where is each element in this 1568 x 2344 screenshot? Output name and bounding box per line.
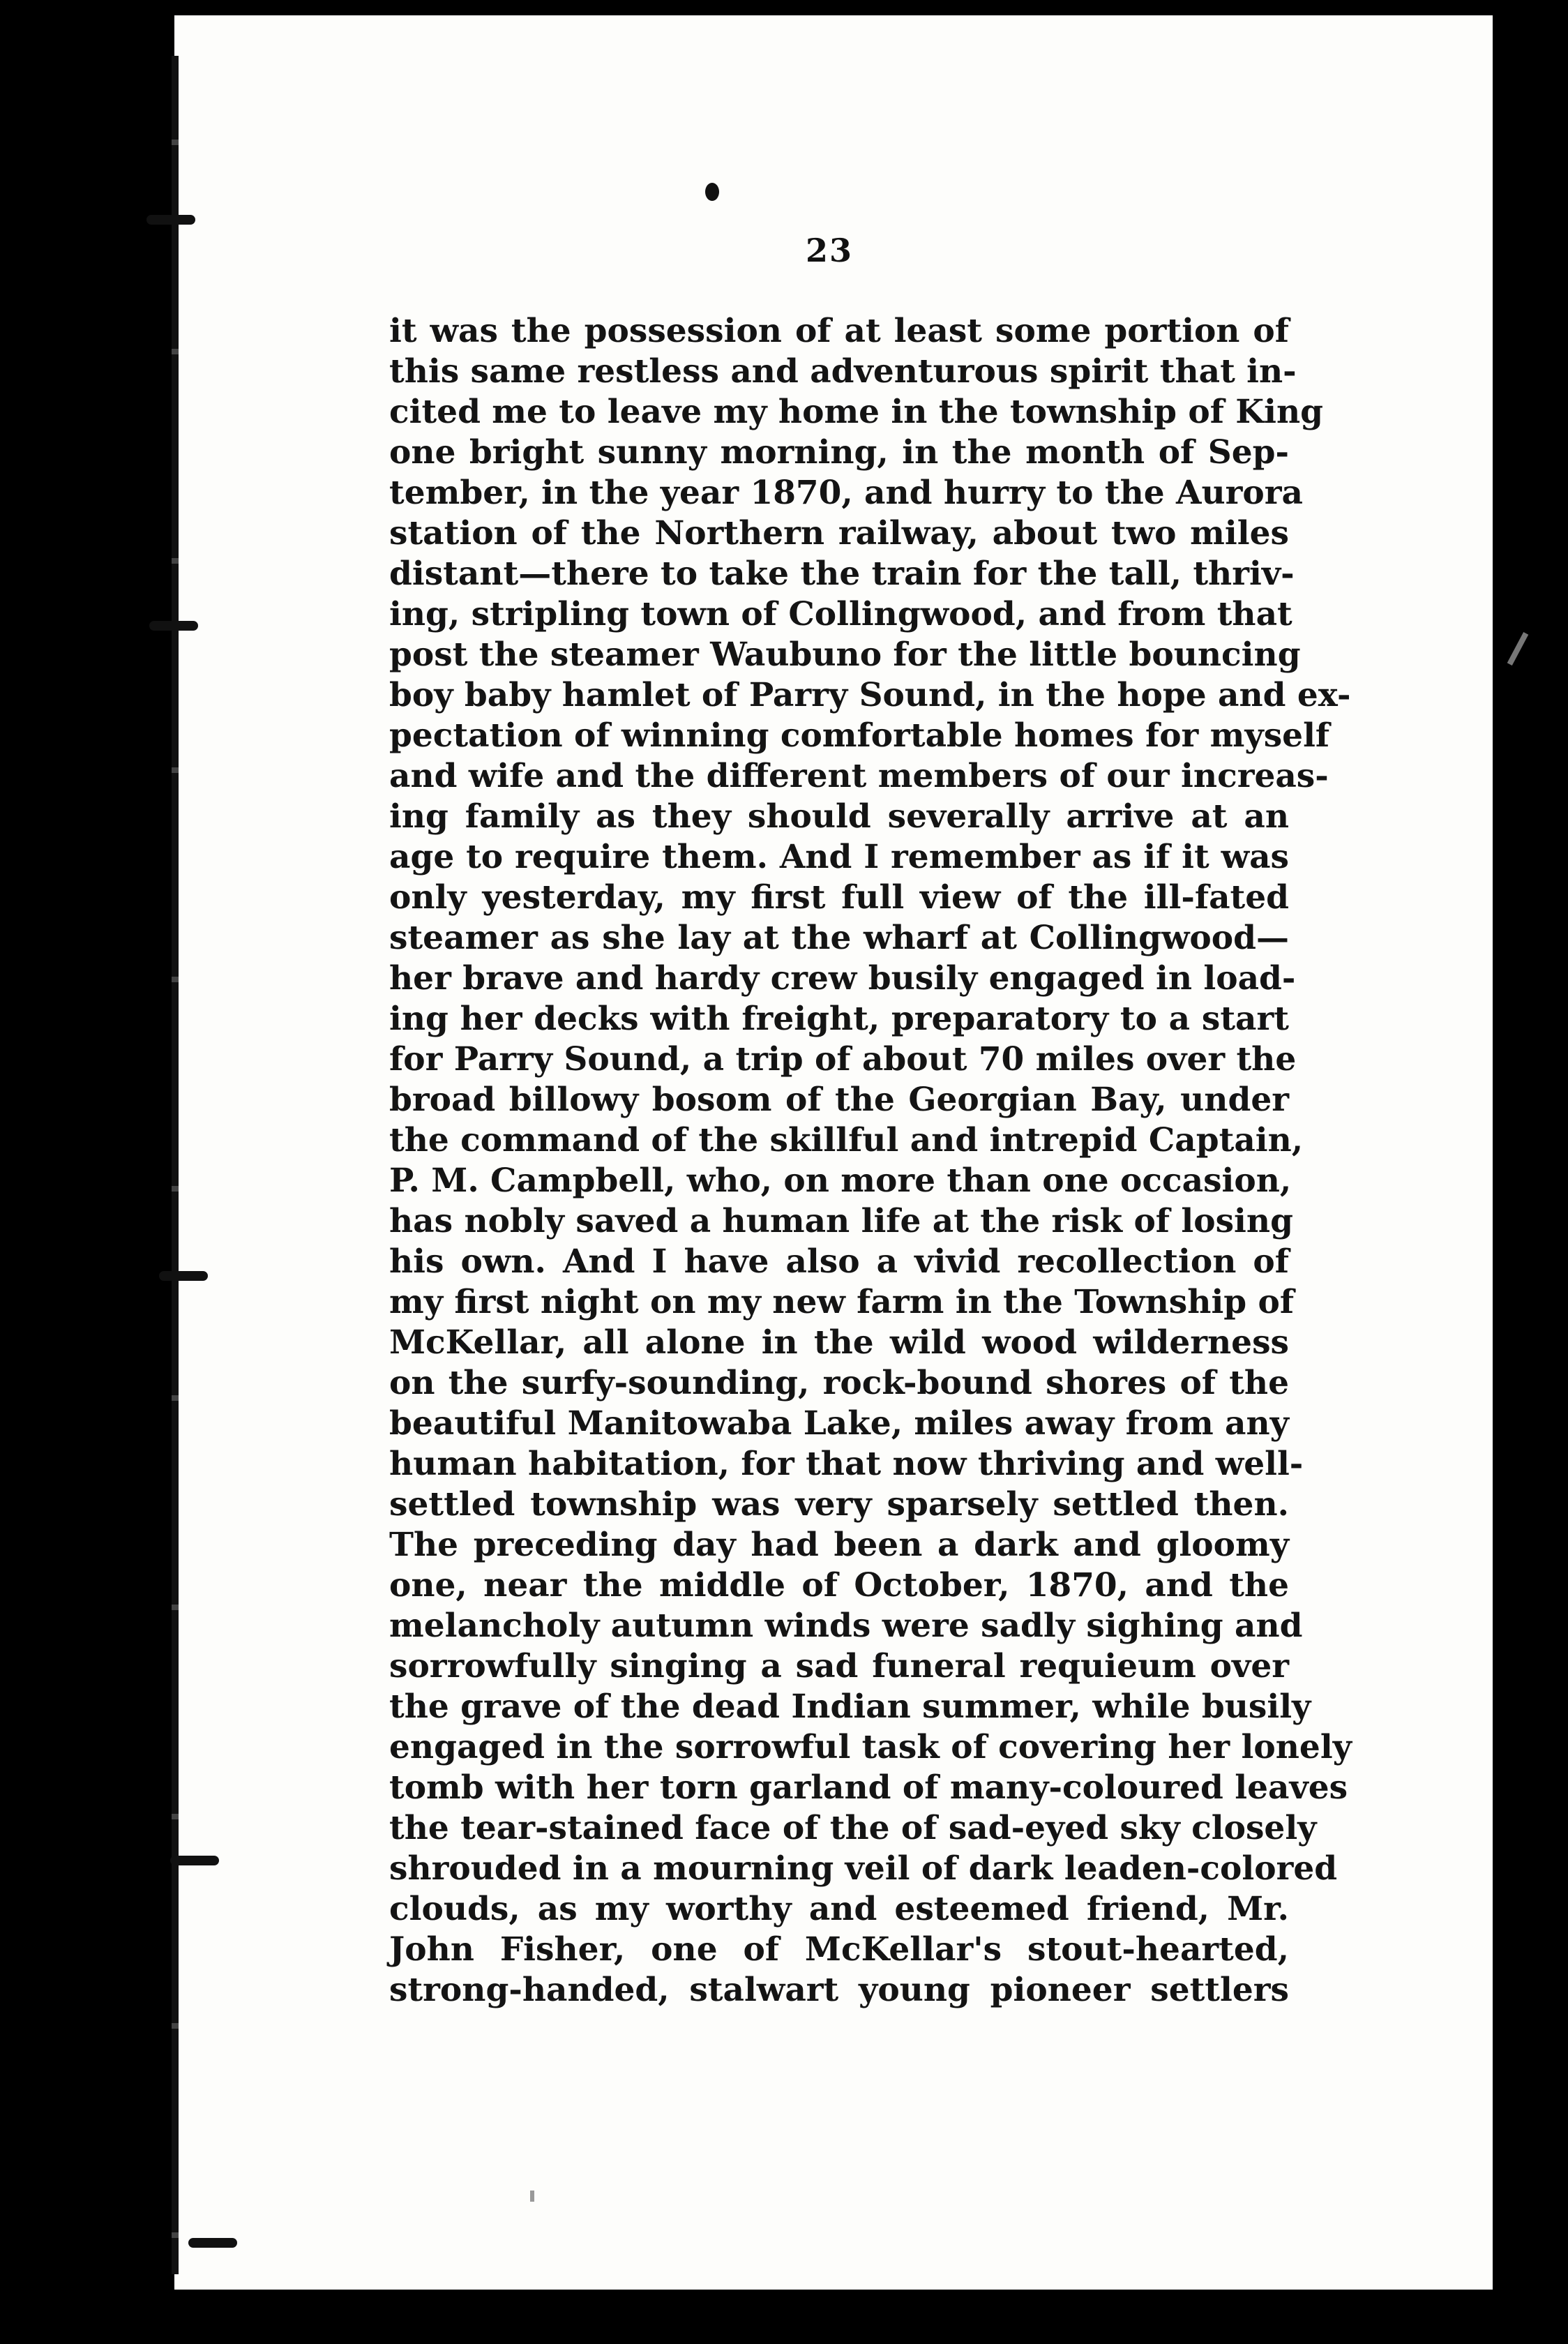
text-line: steamer as she lay at the wharf at Collingwood— [389, 919, 1289, 957]
text-line: P. M. Campbell, who, on more than one occasion, [389, 1162, 1292, 1200]
text-line: ing, stripling town of Collingwood, and from that [389, 595, 1292, 633]
text-line: settled township was very sparsely settled then. [389, 1485, 1289, 1524]
binding-stitch [188, 2238, 237, 2248]
body-text [389, 311, 1352, 2011]
text-line: boy baby hamlet of Parry Sound, in the hope and ex- [389, 676, 1351, 714]
paper-speck [530, 2191, 534, 2202]
text-line: on the surfy-sounding, rock-bound shores of the [389, 1364, 1289, 1402]
text-line: ing family as they should severally arrive at an [389, 797, 1289, 836]
printed-dot-mark [705, 183, 719, 201]
binding-stitch [159, 1271, 208, 1281]
text-line: human habitation, for that now thriving and well- [389, 1445, 1304, 1483]
text-line: John Fisher, one of McKellar's stout-hearted, [389, 1930, 1289, 1969]
text-line: the grave of the dead Indian summer, while busily [389, 1688, 1311, 1726]
text-line: her brave and hardy crew busily engaged in load- [389, 959, 1296, 998]
text-line: ing her decks with freight, preparatory to a start [389, 1000, 1289, 1038]
text-line: has nobly saved a human life at the risk of losing [389, 1202, 1293, 1240]
text-line: one, near the middle of October, 1870, and the [389, 1566, 1289, 1605]
text-line: beautiful Manitowaba Lake, miles away from any [389, 1404, 1289, 1443]
text-line: tember, in the year 1870, and hurry to the Aurora [389, 474, 1303, 512]
text-line: this same restless and adventurous spirit that in- [389, 352, 1297, 391]
text-line: age to require them. And I remember as if it was [389, 838, 1289, 876]
text-line: only yesterday, my first full view of the ill-fated [389, 878, 1289, 917]
text-line: The preceding day had been a dark and gloomy [389, 1526, 1289, 1564]
text-line: melancholy autumn winds were sadly sighing and [389, 1607, 1303, 1645]
text-line: tomb with her torn garland of many-coloured leaves [389, 1768, 1348, 1807]
text-line: pectation of winning comfortable homes for myself [389, 716, 1330, 755]
text-line: station of the Northern railway, about two miles [389, 514, 1289, 553]
text-line: distant—there to take the train for the tall, thriv- [389, 555, 1295, 593]
text-line: the command of the skillful and intrepid Captain, [389, 1121, 1304, 1159]
text-line: broad billowy bosom of the Georgian Bay, under [389, 1081, 1289, 1119]
text-line: cited me to leave my home in the township of King [389, 393, 1324, 431]
text-line: McKellar, all alone in the wild wood wilderness [389, 1323, 1289, 1362]
page-binding-edge [172, 56, 179, 2274]
text-line: sorrowfully singing a sad funeral requieum over [389, 1647, 1289, 1685]
text-line: strong-handed, stalwart young pioneer settlers [389, 1971, 1289, 2009]
text-line: my first night on my new farm in the Township of [389, 1283, 1295, 1321]
text-line: post the steamer Waubuno for the little bouncing [389, 636, 1301, 674]
text-line: engaged in the sorrowful task of covering her lonely [389, 1728, 1352, 1766]
text-line: clouds, as my worthy and esteemed friend, Mr. [389, 1890, 1289, 1928]
page-number: 23 [806, 232, 854, 269]
text-line: and wife and the different members of our increas- [389, 757, 1329, 795]
text-line: shrouded in a mourning veil of dark leaden-colored [389, 1849, 1338, 1888]
text-line: the tear-stained face of the of sad-eyed sky closely [389, 1809, 1317, 1847]
text-line: it was the possession of at least some portion of [389, 312, 1289, 350]
text-line: one bright sunny morning, in the month of Sep- [389, 433, 1289, 472]
margin-pencil-mark [1507, 632, 1529, 666]
binding-stitch [170, 1856, 219, 1865]
text-line: for Parry Sound, a trip of about 70 miles over the [389, 1040, 1297, 1079]
text-line: his own. And I have also a vivid recollection of [389, 1242, 1289, 1281]
binding-stitch [146, 215, 195, 225]
binding-stitch [149, 621, 198, 631]
